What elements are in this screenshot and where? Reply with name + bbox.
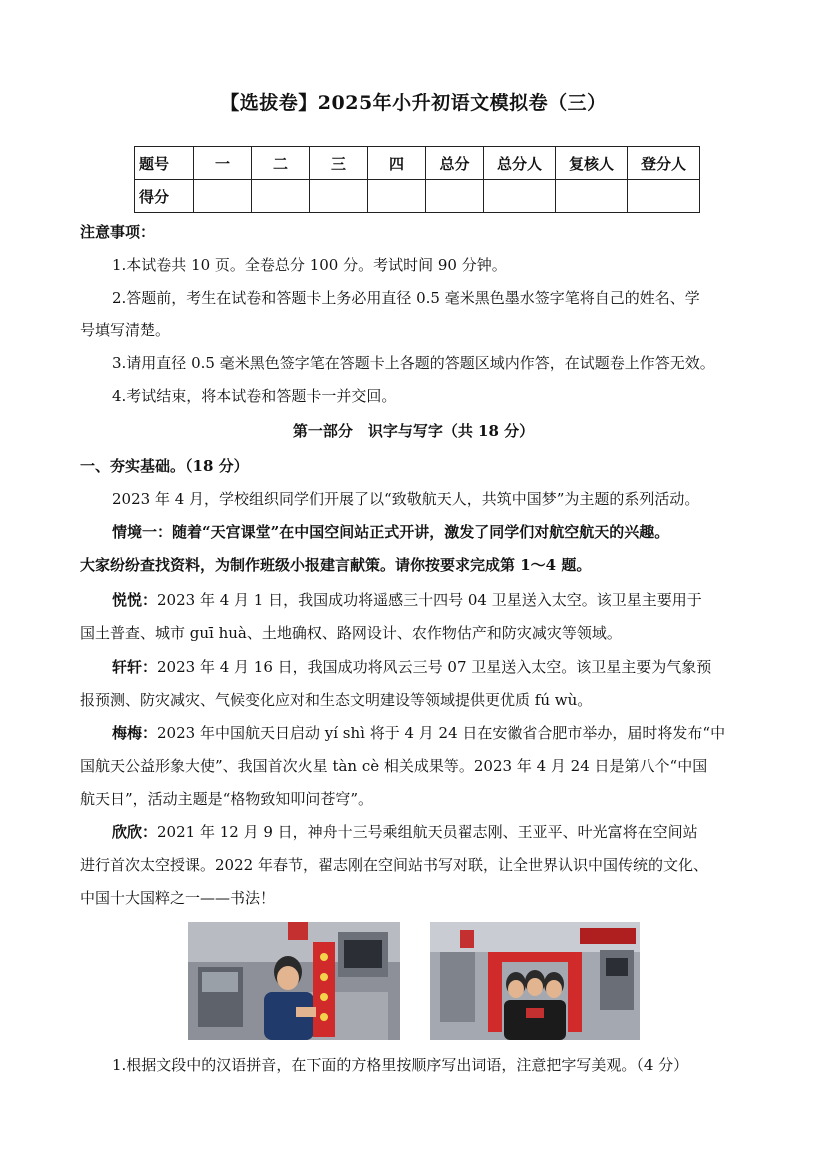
paragraph-line [112,822,698,842]
score-table [134,146,700,213]
note-item: 号填写清楚。 [80,321,171,339]
astronauts-spring-festival-photo [430,922,640,1040]
section-heading: 一、夯实基础。（18 分） [80,457,249,475]
astronaut-couplet-photo [188,922,400,1040]
speaker-name: 悦悦： [112,591,158,609]
score-header-cell: 二 [252,147,310,180]
part-heading: 第一部分 识字与写字（共 18 分） [292,422,535,440]
paragraph-line: 国土普查、城市 guī huà、土地确权、路网设计、农作物估产和防灾减灾等领域。 [80,624,622,642]
question-1: 1.根据文段中的汉语拼音，在下面的方格里按顺序写出词语，注意把字写美观。（4 分） [112,1056,689,1074]
scenario-text: 情境一：随着“天宫课堂”在中国空间站正式开讲，激发了同学们对航空航天的兴趣。 [112,523,670,541]
score-cell[interactable] [426,180,484,213]
paragraph-text: 2023 年 4 月 1 日，我国成功将遥感三十四号 04 卫星送入太空。该卫星主要用于 [157,591,702,609]
score-header-cell: 题号 [135,147,194,180]
paragraph-text: 2023 年 4 月 16 日，我国成功将风云三号 07 卫星送入太空。该卫星主要为气象预 [157,658,712,676]
scenario-text: 大家纷纷查找资料，为制作班级小报建言献策。请你按要求完成第 1～4 题。 [80,556,592,574]
notes-heading: 注意事项： [80,223,156,241]
paragraph-line: 中国十大国粹之一——书法！ [80,889,276,907]
note-item: 4.考试结束，将本试卷和答题卡一并交回。 [112,387,397,405]
score-header-cell: 总分人 [484,147,556,180]
score-table-score-row [135,180,700,213]
paragraph-line [112,657,711,677]
speaker-name: 轩轩： [112,658,158,676]
score-header-cell: 三 [310,147,368,180]
score-cell[interactable] [368,180,426,213]
paragraph-line [112,590,702,610]
score-header-cell: 总分 [426,147,484,180]
speaker-name: 梅梅： [112,724,158,742]
paragraph-text: 2023 年中国航天日启动 yí shì 将于 4 月 24 日在安徽省合肥市举办，届时将发布“中 [157,724,726,742]
score-cell[interactable] [194,180,252,213]
paragraph-line: 国航天公益形象大使”、我国首次火星 tàn cè 相关成果等。2023 年 4 月 24 日是第八个“中国 [80,757,708,775]
score-header-cell: 四 [368,147,426,180]
score-header-cell: 复核人 [556,147,628,180]
page-title: 【选拔卷】2025年小升初语文模拟卷（三） [220,92,607,114]
score-cell[interactable] [310,180,368,213]
note-item: 3.请用直径 0.5 毫米黑色签字笔在答题卡上各题的答题区域内作答，在试题卷上作答无效。 [112,354,715,372]
paragraph-line [112,723,725,743]
score-cell[interactable] [556,180,628,213]
note-item: 2.答题前，考生在试卷和答题卡上务必用直径 0.5 毫米黑色墨水签字笔将自己的姓名、学 [112,289,700,307]
speaker-name: 欣欣： [112,823,158,841]
paragraph-line: 进行首次太空授课。2022 年春节，翟志刚在空间站书写对联，让全世界认识中国传统的文化、 [80,856,708,874]
score-header-cell: 登分人 [628,147,700,180]
score-table-header-row [135,147,700,180]
score-header-cell: 一 [194,147,252,180]
note-item: 1.本试卷共 10 页。全卷总分 100 分。考试时间 90 分钟。 [112,256,507,274]
paragraph-line: 航天日”，活动主题是“格物致知叩问苍穹”。 [80,790,374,808]
paragraph-text: 2021 年 12 月 9 日，神舟十三号乘组航天员翟志刚、王亚平、叶光富将在空间站 [157,823,698,841]
score-row-label: 得分 [135,180,194,213]
score-cell[interactable] [628,180,700,213]
intro-text: 2023 年 4 月，学校组织同学们开展了以“致敬航天人，共筑中国梦”为主题的系列活动。 [112,490,700,508]
paragraph-line: 报预测、防灾减灾、气候变化应对和生态文明建设等领域提供更优质 fú wù。 [80,691,593,709]
score-cell[interactable] [252,180,310,213]
score-cell[interactable] [484,180,556,213]
